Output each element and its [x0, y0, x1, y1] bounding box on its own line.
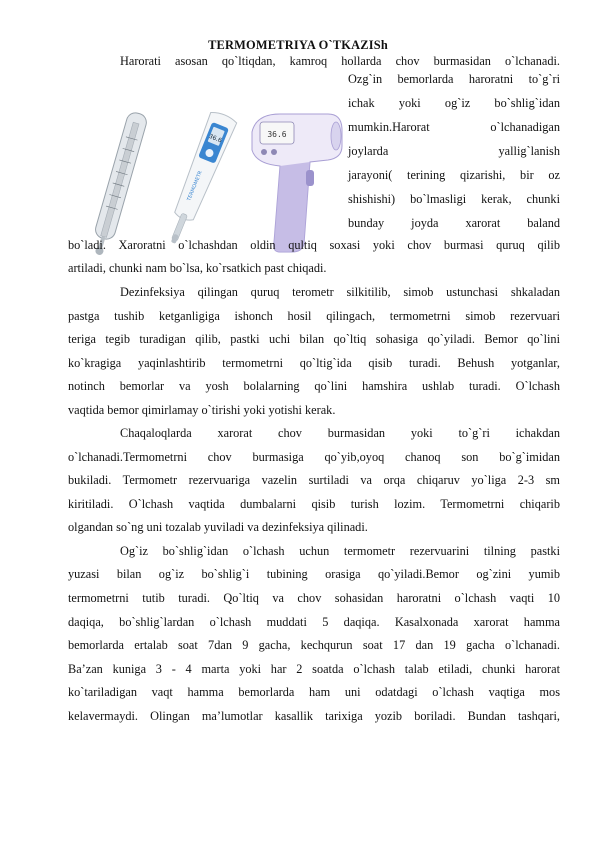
paragraph-line: bunday joyda xarorat baland — [348, 216, 560, 230]
paragraph-line: Dezinfeksiya qilingan quruq terometr silkitilib, simob ustunchasi shkaladan — [120, 285, 560, 299]
paragraph-line: termometrni tutib turadi. Qo`ltiq va chov sohasidan haroratni o`lchash vaqti 10 — [68, 591, 560, 605]
infrared-thermometer-image — [252, 114, 342, 252]
paragraph-line: bemorlarda ertalab soat 7dan 9 gacha, kechqurun soat 17 dan 19 gacha o`lchanadi. — [68, 638, 560, 652]
paragraph-line: ichak yoki og`iz bo`shlig`idan — [348, 96, 560, 110]
paragraph-line: ko`tariladigan vaqt hamma bemorlarda ham uni odatdagi o`lchash vaqtiga mos — [68, 685, 560, 699]
paragraph-line: yuzasi bilan og`iz bo`shlig`i tubining orasiga qo`yiladi.Bemor og`zini yumib — [68, 567, 560, 581]
paragraph-line: bukiladi. Termometr rezervuariga vazelin surtiladi va orqa chiqaruv yo`liga 2-3 sm — [68, 473, 560, 487]
paragraph-line: Harorati asosan qo`ltiqdan, kamroq hollarda chov burmasidan o`lchanadi. — [120, 54, 560, 68]
digital-display-text: 36.6 — [207, 132, 223, 145]
paragraph-line: artiladi, chunki nam bo`lsa, ko`rsatkich past chiqadi. — [68, 261, 327, 275]
paragraph-line: Chaqaloqlarda xarorat chov burmasidan yoki to`g`ri ichakdan — [120, 426, 560, 440]
paragraph-line: Ozg`in bemorlarda haroratni to`g`ri — [348, 72, 560, 86]
paragraph-line: Ba’zan kuniga 3 - 4 marta yoki har 2 soatda o`lchash talab etiladi, chunki harorat — [68, 662, 560, 676]
paragraph-line: bo`ladi. Xaroratni o`lchashdan oldin qultiq soxasi yoki chov burmasi quruq qilib — [68, 238, 560, 252]
paragraph-line: jarayoni( terining qizarishi, bir oz — [348, 168, 560, 182]
paragraph-line: o`lchanadi.Termometrni chov burmasiga qo`yib,oyoq chanoq son bo`g`imidan — [68, 450, 560, 464]
paragraph-line: pastga tushib ketganligiga ishonch hosil qilingach, termometrni simob rezervuari — [68, 309, 560, 323]
paragraph-line: daqiqa, bo`shlig`lardan o`lchash muddati 5 daqiqa. Kasalxonada xarorat hamma — [68, 615, 560, 629]
infrared-display-text: 36.6 — [267, 130, 287, 139]
paragraph-line: notinch bemorlar va yosh bolalarning qo`lini hamshira ushlab turadi. O`lchash — [68, 379, 560, 393]
paragraph-line: kiritiladi. O`lchash vaqtida dumbalarni qisib turish lozim. Termometrni chiqarib — [68, 497, 560, 511]
paragraph-line: ko`kragiga yaqinlashtirib termometrni qo`ltig`ida qisib turadi. Behush yotganlar, — [68, 356, 560, 370]
paragraph-line: mumkin.Harorat o`lchanadigan — [348, 120, 560, 134]
mercury-thermometer-image — [89, 111, 149, 256]
paragraph-line: kelavermaydi. Olingan ma’lumotlar kasallik tarixiga yozib boriladi. Bundan tashqari, — [68, 709, 560, 723]
digital-thermometer-image — [160, 110, 238, 248]
document-title: TERMOMETRIYA O`TKAZISh — [208, 38, 388, 52]
digital-brand-text: TERMOMETR — [186, 170, 204, 202]
paragraph-line: Og`iz bo`shlig`idan o`lchash uchun termometr rezervuarini tilning pastki — [120, 544, 560, 558]
paragraph-line: vaqtida bemor qimirlamay o`tirishi yoki yotishi kerak. — [68, 403, 336, 417]
paragraph-line: shishishi) bo`lmasligi kerak, chunki — [348, 192, 560, 206]
paragraph-line: joylarda yallig`lanish — [348, 144, 560, 158]
thermometers-figure — [66, 106, 346, 256]
paragraph-line: teriga tegib turadigan qilib, pastki uchi bilan qo`ltiq sohasiga qo`yiladi. Bemor qo`lini — [68, 332, 560, 346]
paragraph-line: olgandan so`ng uni tozalab yuviladi va dezinfeksiya qilinadi. — [68, 520, 368, 534]
